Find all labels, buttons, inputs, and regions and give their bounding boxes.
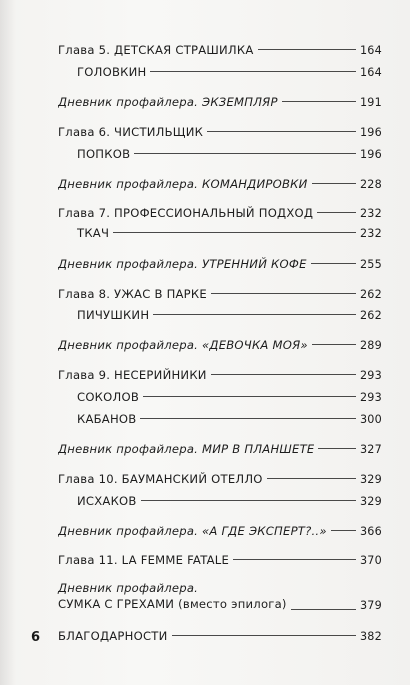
toc-page: 382	[359, 629, 382, 643]
toc-page: 329	[359, 494, 382, 508]
toc-title: ГОЛОВКИН	[77, 65, 147, 79]
toc-page: 164	[359, 43, 382, 57]
toc-row-diary-6[interactable]	[58, 520, 382, 542]
dot-leader	[141, 500, 356, 501]
dot-leader	[211, 293, 356, 294]
toc-title: ТКАЧ	[77, 226, 110, 240]
toc-page: 196	[359, 125, 382, 139]
toc-page: 196	[359, 147, 382, 161]
toc-title	[58, 95, 278, 109]
dot-leader	[282, 101, 356, 102]
diary-prefix: Дневник профайлера.	[58, 442, 199, 456]
dot-leader	[267, 478, 356, 479]
diary-prefix: Дневник профайлера.	[58, 257, 199, 271]
dot-leader	[150, 71, 355, 72]
toc-title	[58, 442, 314, 456]
toc-page: 262	[359, 308, 382, 322]
toc-page: 164	[359, 65, 382, 79]
toc-row-thanks[interactable]	[58, 625, 382, 647]
toc-page: 289	[359, 338, 382, 352]
dot-leader	[113, 232, 356, 233]
toc-row-ch8-sub[interactable]	[77, 304, 382, 326]
toc-page: 262	[359, 287, 382, 301]
diary-prefix: Дневник профайлера.	[58, 524, 199, 538]
toc-row-ch10-sub[interactable]	[77, 490, 382, 512]
toc-row-ch8[interactable]	[58, 283, 382, 305]
diary-suffix: ЭКЗЕМПЛЯР	[202, 95, 278, 109]
diary-prefix: Дневник профайлера.	[58, 177, 199, 191]
toc-row-ch9-sub1[interactable]	[77, 386, 382, 408]
toc-row-diary-2[interactable]	[58, 173, 382, 195]
toc-title	[58, 524, 327, 538]
toc-page: 329	[359, 472, 382, 486]
toc-title: БЛАГОДАРНОСТИ	[58, 629, 168, 643]
toc-page: 379	[359, 599, 382, 612]
dot-leader	[291, 609, 356, 610]
dot-leader	[207, 131, 356, 132]
diary-suffix: МИР В ПЛАНШЕТЕ	[202, 442, 315, 456]
toc-title: ПОПКОВ	[77, 147, 131, 161]
dot-leader	[311, 263, 356, 264]
toc-row-diary-4[interactable]	[58, 334, 382, 356]
toc-page: 191	[359, 95, 382, 109]
toc-title	[58, 177, 308, 191]
toc-title: Глава 10. БАУМАНСКИЙ ОТЕЛЛО	[58, 472, 263, 486]
dot-leader	[143, 396, 356, 397]
toc-title: ИСХАКОВ	[77, 494, 137, 508]
toc-title: Глава 8. УЖАС В ПАРКЕ	[58, 287, 207, 301]
toc-row-diary-3[interactable]	[58, 253, 382, 275]
toc-row-diary-7[interactable]	[58, 578, 382, 612]
toc-title: ПИЧУШКИН	[77, 308, 150, 322]
toc-title	[58, 580, 287, 612]
toc-page: 232	[359, 226, 382, 240]
dot-leader	[258, 49, 356, 50]
toc-row-ch6-sub[interactable]	[77, 143, 382, 165]
dot-leader	[233, 559, 356, 560]
dot-leader	[172, 635, 356, 636]
toc-page: 327	[359, 442, 382, 456]
toc-title	[58, 257, 307, 271]
toc-page: 228	[359, 177, 382, 191]
dot-leader	[211, 374, 356, 375]
toc-row-ch10[interactable]	[58, 468, 382, 490]
diary-prefix: Дневник профайлера.	[58, 95, 199, 109]
folio-page-number: 6	[31, 630, 41, 645]
dot-leader	[140, 418, 355, 419]
toc-page: 300	[359, 412, 382, 426]
diary-suffix: «ДЕВОЧКА МОЯ»	[202, 338, 308, 352]
diary-prefix: Дневник профайлера.	[58, 338, 199, 352]
toc-row-diary-5[interactable]	[58, 438, 382, 460]
toc-row-ch7[interactable]	[58, 202, 382, 224]
diary-prefix: Дневник профайлера.	[58, 581, 199, 595]
toc-row-ch7-sub[interactable]	[77, 222, 382, 244]
dot-leader	[331, 530, 356, 531]
dot-leader	[318, 448, 355, 449]
toc-title: СОКОЛОВ	[77, 390, 139, 404]
diary-suffix: УТРЕННИЙ КОФЕ	[202, 257, 307, 271]
dot-leader	[153, 314, 356, 315]
toc-row-ch9[interactable]	[58, 364, 382, 386]
toc-row-ch9-sub2[interactable]	[77, 408, 382, 430]
diary-suffix: КОМАНДИРОВКИ	[202, 177, 308, 191]
diary-suffix: «А ГДЕ ЭКСПЕРТ?..»	[202, 524, 327, 538]
toc-row-ch11[interactable]	[58, 549, 382, 571]
toc-title: Глава 6. ЧИСТИЛЬЩИК	[58, 125, 204, 139]
toc-title: Глава 5. ДЕТСКАЯ СТРАШИЛКА	[58, 43, 254, 57]
toc-page: 366	[359, 524, 382, 538]
toc-row-ch5-sub[interactable]	[77, 61, 382, 83]
toc-title	[58, 338, 308, 352]
toc-title: КАБАНОВ	[77, 412, 137, 426]
toc-title: Глава 9. НЕСЕРИЙНИКИ	[58, 368, 207, 382]
toc-row-ch5[interactable]	[58, 39, 382, 61]
dot-leader	[312, 344, 356, 345]
toc-row-ch6[interactable]	[58, 121, 382, 143]
toc-page: 293	[359, 368, 382, 382]
toc-row-diary-1[interactable]	[58, 91, 382, 113]
diary-suffix: СУМКА С ГРЕХАМИ (вместо эпилога)	[58, 597, 287, 611]
toc-page: 370	[359, 553, 382, 567]
toc-page: 293	[359, 390, 382, 404]
dot-leader	[312, 183, 356, 184]
toc-page: 255	[359, 257, 382, 271]
dot-leader	[317, 212, 356, 213]
toc-title: Глава 11. LA FEMME FATALE	[58, 553, 230, 567]
dot-leader	[134, 153, 356, 154]
toc-page: 232	[359, 206, 382, 220]
toc-title: Глава 7. ПРОФЕССИОНАЛЬНЫЙ ПОДХОД	[58, 206, 314, 220]
